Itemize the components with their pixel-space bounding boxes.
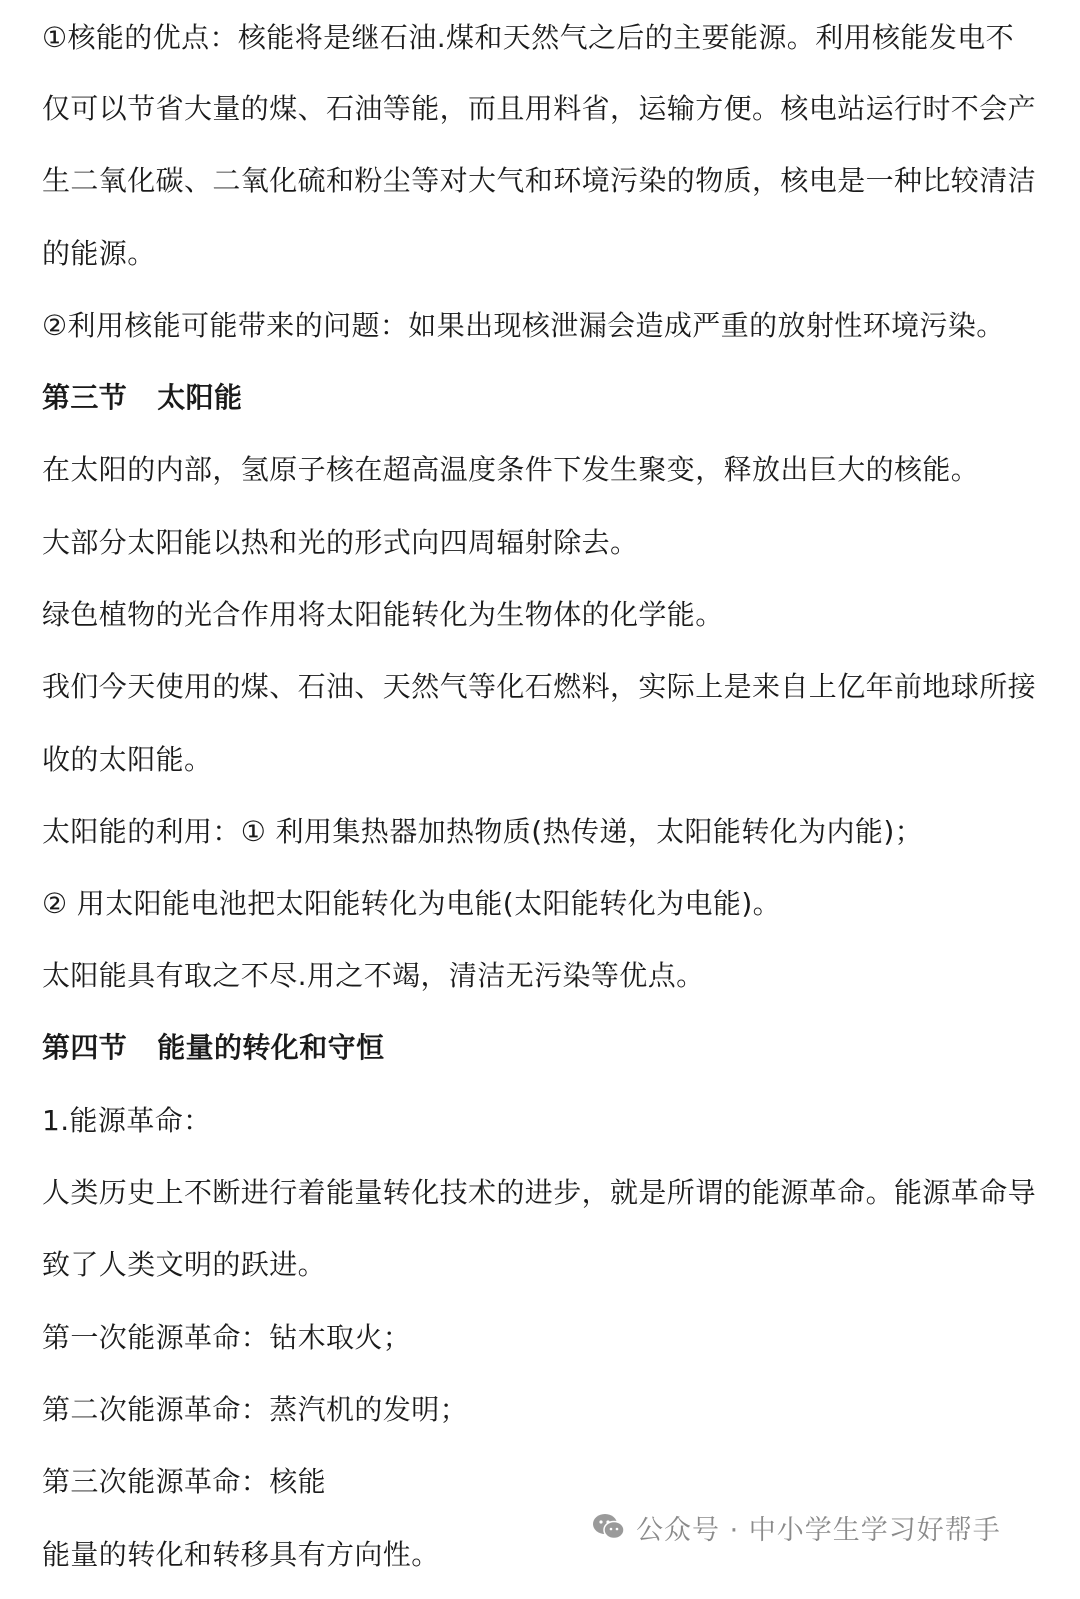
paragraph-line: ② 用太阳能电池把太阳能转化为电能(太阳能转化为电能)。 — [42, 887, 782, 920]
paragraph-line: 太阳能的利用：① 利用集热器加热物质(热传递，太阳能转化为内能)； — [42, 815, 924, 848]
watermark-text: 公众号 · 中小学生学习好帮手 — [636, 1514, 1001, 1546]
section-number: 第四节 — [42, 1031, 128, 1064]
section-heading — [42, 380, 1042, 416]
paragraph-line: 能量的转化和转移具有方向性。 — [42, 1538, 440, 1571]
paragraph-line: ①核能的优点：核能将是继石油.煤和天然气之后的主要能源。利用核能发电不 — [42, 21, 1015, 54]
paragraph-line: 生二氧化碳、二氧化硫和粉尘等对大气和环境污染的物质，核电是一种比较清洁 — [42, 164, 1037, 197]
paragraph-line: 致了人类文明的跃进。 — [42, 1248, 327, 1281]
section-number: 第三节 — [42, 381, 128, 414]
paragraph-line: 太阳能具有取之不尽.用之不竭，清洁无污染等优点。 — [42, 959, 705, 992]
paragraph-line: 收的太阳能。 — [42, 743, 213, 776]
paragraph-line: 仅可以节省大量的煤、石油等能，而且用料省，运输方便。核电站运行时不会产 — [42, 92, 1037, 125]
paragraph-line: 第三次能源革命：核能 — [42, 1465, 327, 1498]
paragraph-line: 第一次能源革命：钻木取火； — [42, 1321, 412, 1354]
watermark — [592, 1507, 1001, 1547]
paragraph-line: ②利用核能可能带来的问题：如果出现核泄漏会造成严重的放射性环境污染。 — [42, 309, 1005, 342]
paragraph-line: 1.能源革命： — [42, 1104, 212, 1137]
paragraph-line: 我们今天使用的煤、石油、天然气等化石燃料，实际上是来自上亿年前地球所接 — [42, 670, 1037, 703]
section-title: 太阳能 — [157, 381, 243, 414]
paragraph-line: 人类历史上不断进行着能量转化技术的进步，就是所谓的能源革命。能源革命导 — [42, 1176, 1037, 1209]
section-title: 能量的转化和守恒 — [157, 1031, 385, 1064]
paragraph-line: 第二次能源革命：蒸汽机的发明； — [42, 1393, 469, 1426]
wechat-icon — [592, 1512, 626, 1542]
paragraph-line: 大部分太阳能以热和光的形式向四周辐射除去。 — [42, 526, 639, 559]
section-heading — [42, 1030, 1042, 1066]
paragraph-line: 在太阳的内部，氢原子核在超高温度条件下发生聚变，释放出巨大的核能。 — [42, 453, 980, 486]
paragraph-line: 的能源。 — [42, 237, 156, 270]
paragraph-line: 绿色植物的光合作用将太阳能转化为生物体的化学能。 — [42, 598, 724, 631]
